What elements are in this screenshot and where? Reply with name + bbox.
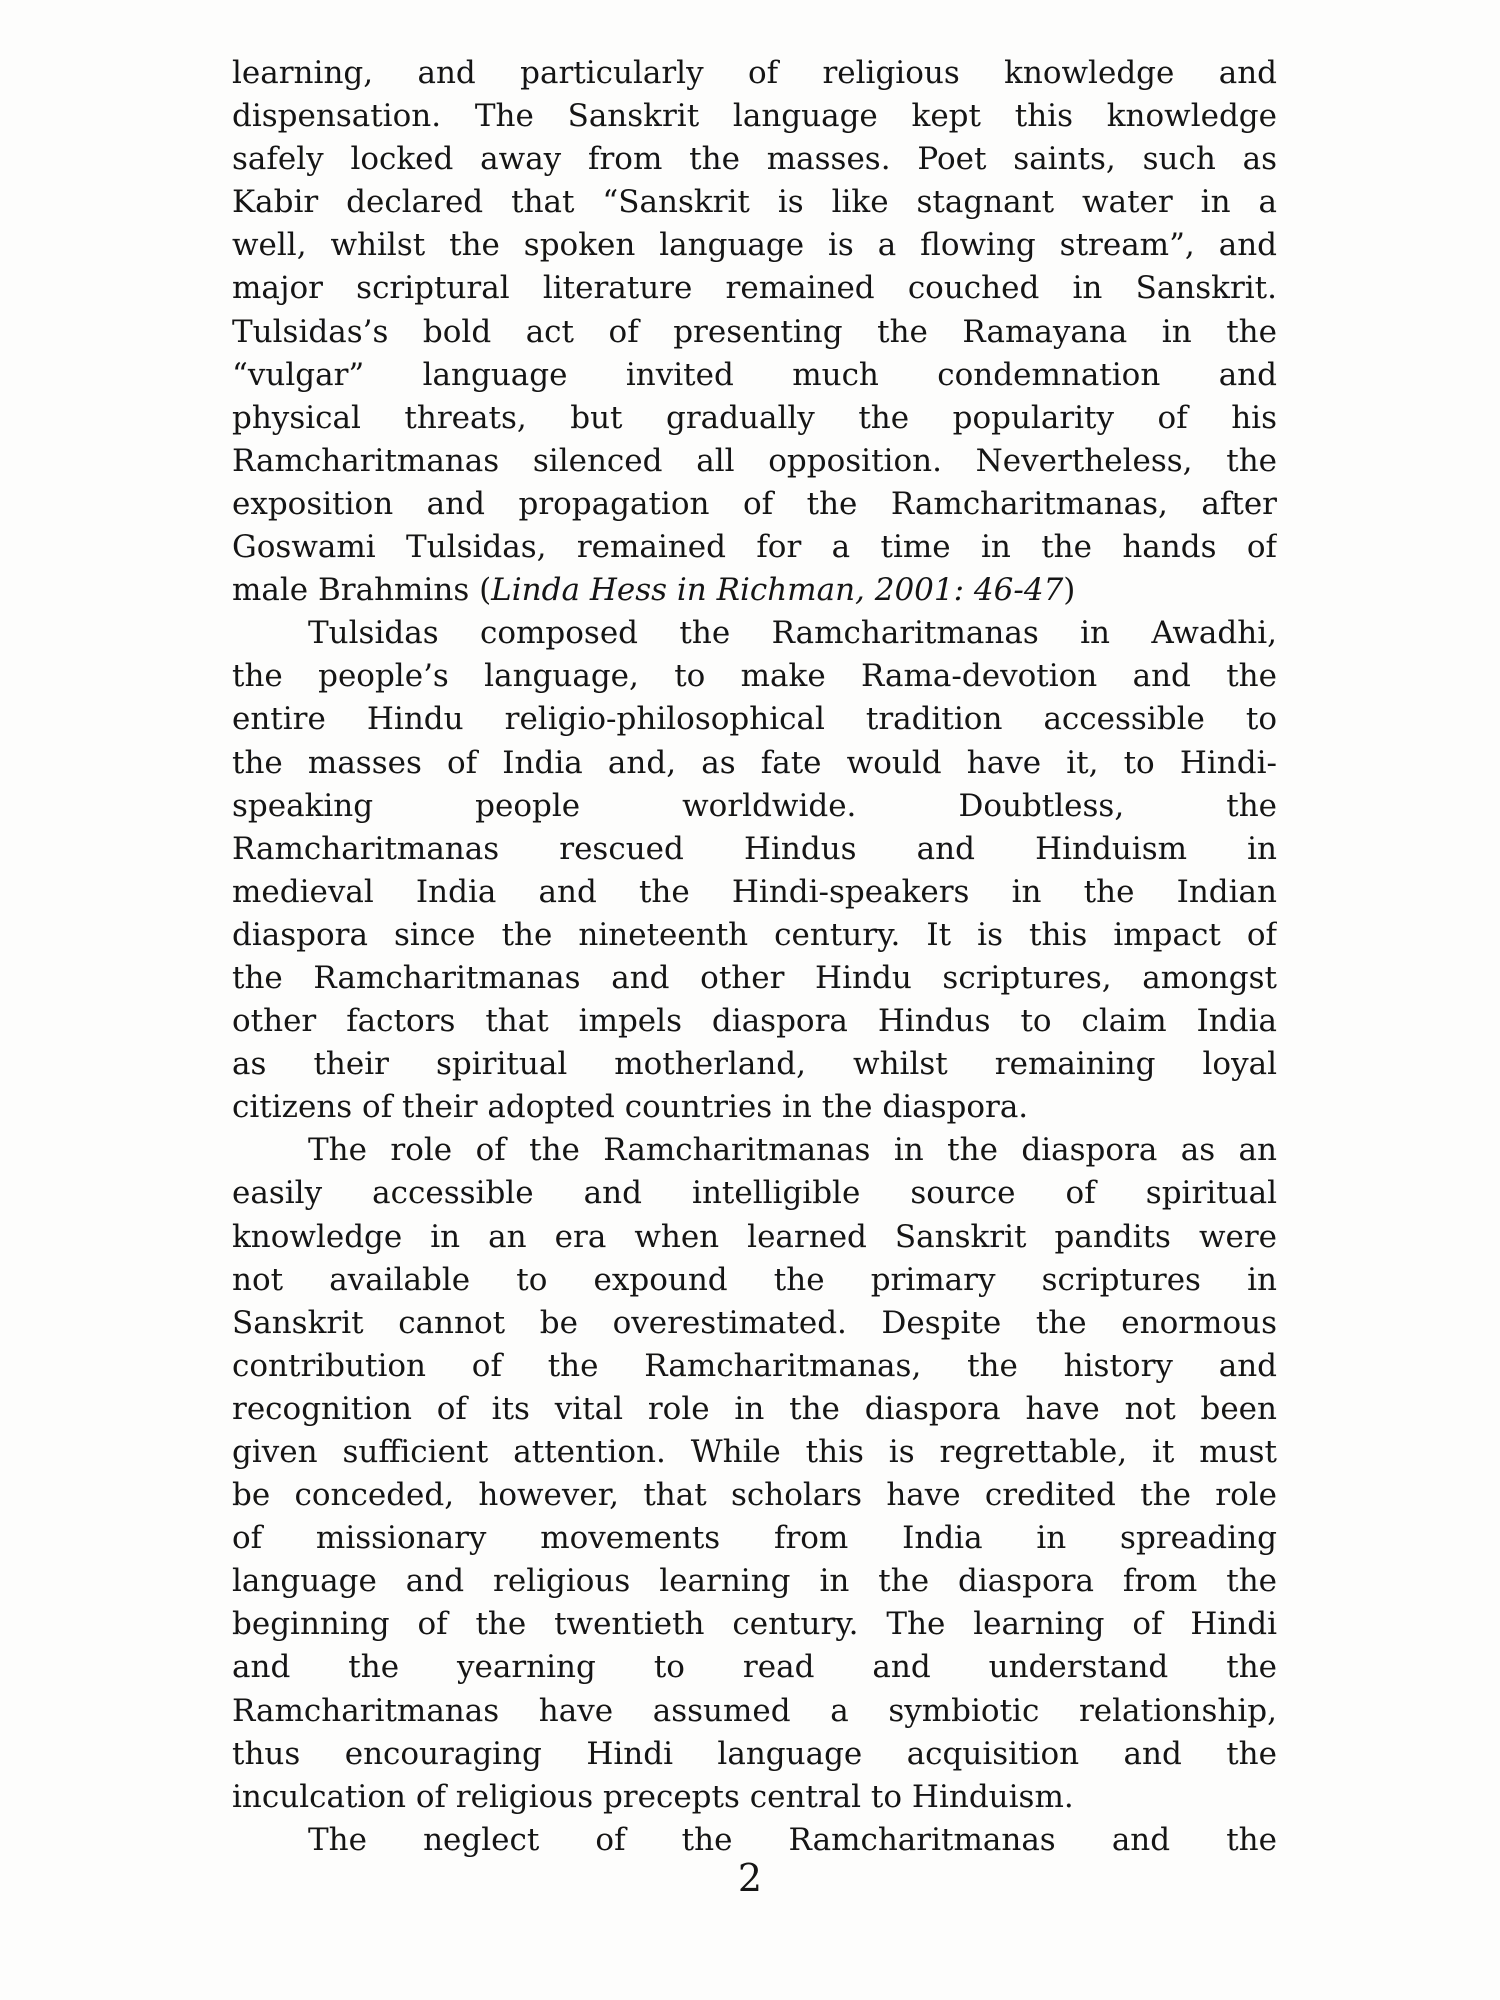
text-line: diaspora since the nineteenth century. It is this impact of (232, 916, 1277, 953)
text-line: the people’s language, to make Rama-devotion and the (232, 658, 1277, 695)
text-line: Ramcharitmanas silenced all opposition. Nevertheless, the (232, 442, 1277, 479)
text-line: and the yearning to read and understand the (232, 1649, 1277, 1686)
text-line: well, whilst the spoken language is a flowing stream”, and (232, 227, 1277, 264)
text-line: citizens of their adopted countries in the diaspora. (232, 1089, 1029, 1126)
text-line: of missionary movements from India in spreading (232, 1520, 1277, 1557)
citation-lead-text: male Brahmins ( (232, 572, 492, 609)
text-line: Goswami Tulsidas, remained for a time in the hands of (232, 529, 1277, 566)
page-number: 2 (737, 1856, 763, 1900)
text-line: safely locked away from the masses. Poet saints, such as (232, 141, 1277, 178)
paragraph-first-line: The neglect of the Ramcharitmanas and the (308, 1821, 1277, 1858)
citation-reference: Linda Hess in Richman, 2001: 46-47 (491, 572, 1064, 609)
text-line: be conceded, however, that scholars have credited the role (232, 1477, 1277, 1514)
text-line: Ramcharitmanas have assumed a symbiotic relationship, (232, 1692, 1277, 1729)
text-line: the Ramcharitmanas and other Hindu scriptures, amongst (232, 959, 1277, 996)
body-text (232, 52, 1277, 1862)
text-line: other factors that impels diaspora Hindus to claim India (232, 1003, 1277, 1040)
text-line: thus encouraging Hindi language acquisition and the (232, 1735, 1277, 1772)
text-line: Tulsidas’s bold act of presenting the Ramayana in the (232, 313, 1277, 350)
text-line: speaking people worldwide. Doubtless, the (232, 787, 1277, 824)
text-line: exposition and propagation of the Ramcharitmanas, after (232, 485, 1277, 522)
text-line: dispensation. The Sanskrit language kept this knowledge (232, 98, 1277, 135)
paragraph-first-line: Tulsidas composed the Ramcharitmanas in Awadhi, (308, 615, 1277, 652)
text-line: language and religious learning in the diaspora from the (232, 1563, 1277, 1600)
paragraph-first-line: The role of the Ramcharitmanas in the diaspora as an (308, 1132, 1277, 1169)
citation-close: ) (1063, 572, 1076, 609)
text-line: the masses of India and, as fate would have it, to Hindi- (232, 744, 1277, 781)
text-line: Sanskrit cannot be overestimated. Despite the enormous (232, 1304, 1277, 1341)
text-line: as their spiritual motherland, whilst remaining loyal (232, 1046, 1277, 1083)
text-line: inculcation of religious precepts central to Hinduism. (232, 1778, 1074, 1815)
text-line: entire Hindu religio-philosophical tradition accessible to (232, 701, 1277, 738)
text-line: given sufficient attention. While this is regrettable, it must (232, 1434, 1277, 1470)
text-line: Kabir declared that “Sanskrit is like stagnant water in a (232, 184, 1277, 221)
text-line: learning, and particularly of religious knowledge and (232, 55, 1277, 91)
text-line: recognition of its vital role in the diaspora have not been (232, 1390, 1277, 1427)
citation-line (232, 569, 1277, 612)
text-line: physical threats, but gradually the popularity of his (232, 399, 1277, 436)
text-line: easily accessible and intelligible source of spiritual (232, 1175, 1277, 1212)
text-line: not available to expound the primary scriptures in (232, 1261, 1277, 1298)
text-line: medieval India and the Hindi-speakers in the Indian (232, 873, 1277, 910)
text-line: “vulgar” language invited much condemnation and (232, 356, 1277, 393)
text-line: contribution of the Ramcharitmanas, the history and (232, 1347, 1277, 1384)
text-line: knowledge in an era when learned Sanskrit pandits were (232, 1218, 1277, 1255)
text-line: major scriptural literature remained couched in Sanskrit. (232, 270, 1277, 307)
text-line: Ramcharitmanas rescued Hindus and Hinduism in (232, 830, 1277, 867)
text-line: beginning of the twentieth century. The learning of Hindi (232, 1606, 1277, 1643)
